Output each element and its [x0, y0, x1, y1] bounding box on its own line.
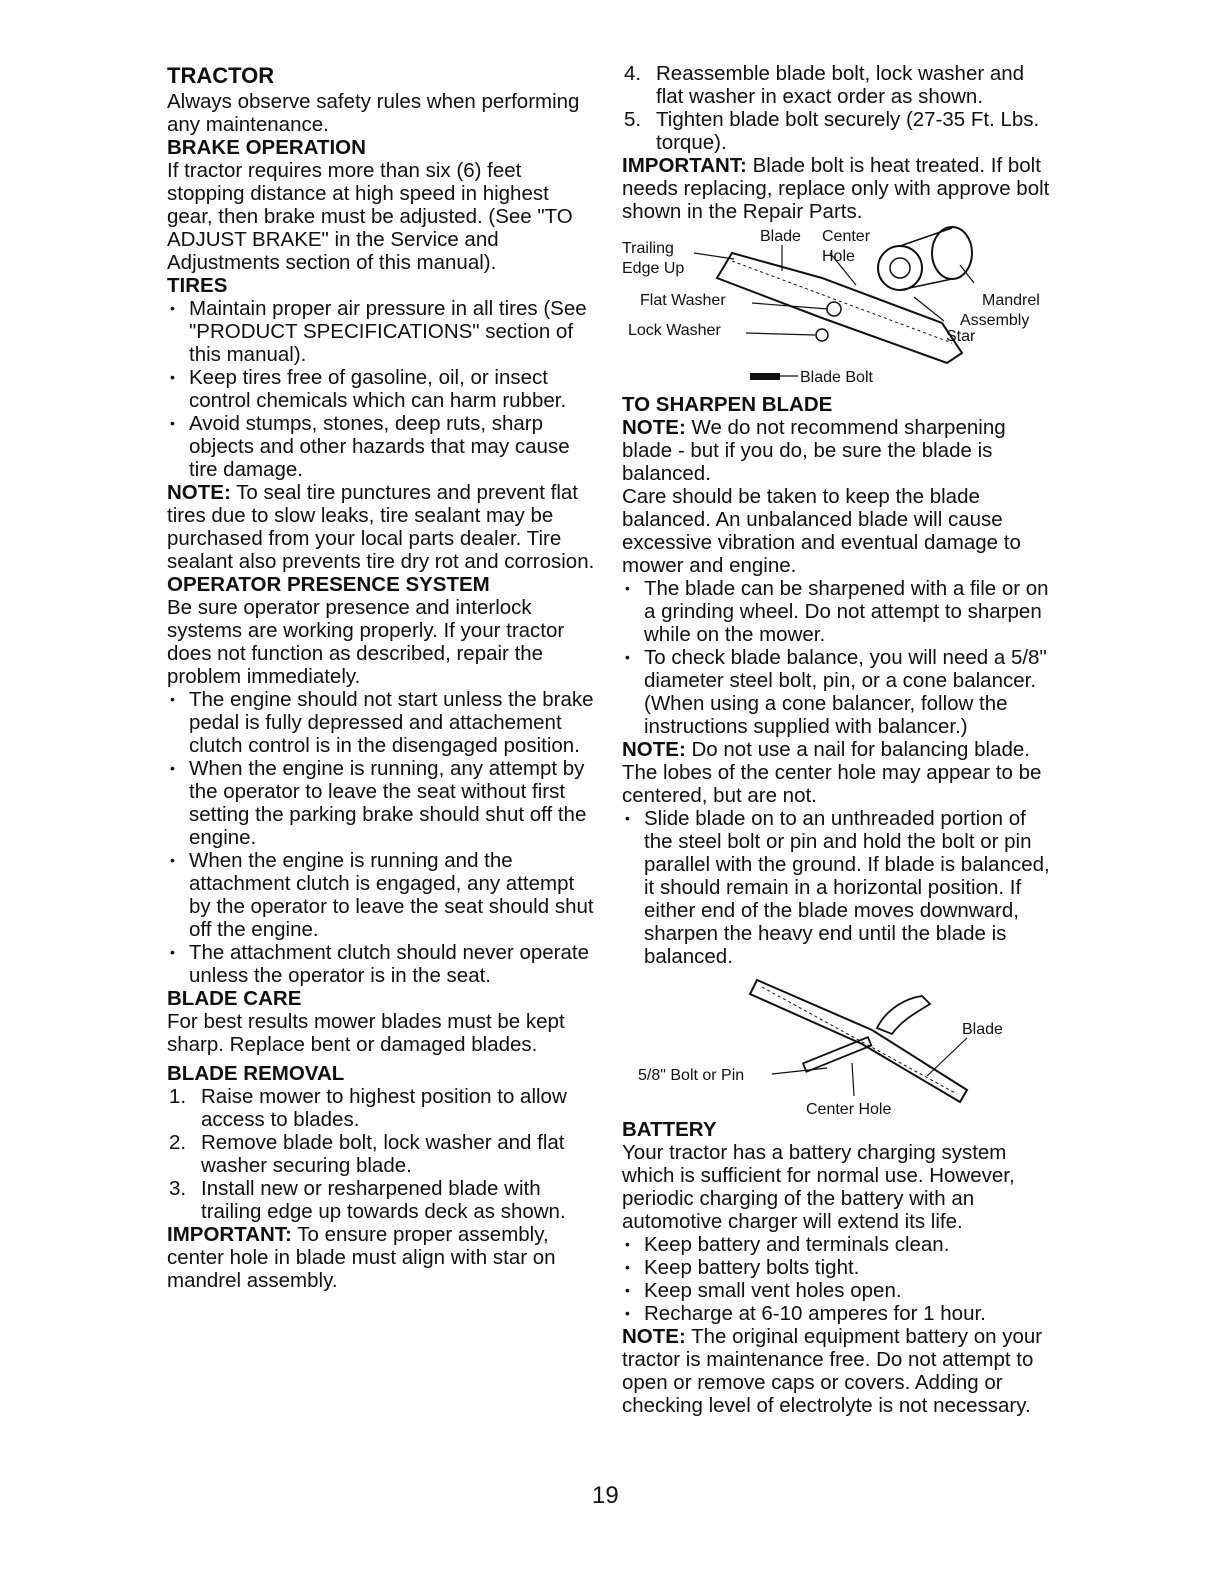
section-title-brake: BRAKE OPERATION: [167, 136, 366, 159]
blade-assembly-figure: [622, 223, 1052, 393]
blade-care-text: For best results mower blades must be kept sharp. Replace bent or damaged blades.: [167, 1010, 565, 1056]
step-item: [622, 108, 1052, 154]
mandrel-edge-top: [900, 228, 952, 246]
leader-blade: [927, 1038, 967, 1076]
label-trailing: Trailing: [622, 240, 674, 257]
hand-shape: [877, 996, 930, 1034]
label-center: Center: [822, 228, 871, 245]
list-item: • When the engine is running, any attempt by the operator to leave the seat without first setting the parking brake should shut off the engine.: [167, 757, 595, 849]
label-flat-washer: Flat Washer: [640, 292, 726, 309]
list-item: • Keep tires free of gasoline, oil, or insect control chemicals which can harm rubber.: [167, 366, 595, 412]
important-label: IMPORTANT:: [622, 154, 747, 177]
left-column: [167, 62, 595, 1292]
leader-center-hole: [852, 1063, 854, 1096]
note-text: To seal tire punctures and prevent flat tires due to slow leaks, tire sealant may be purchased from your local parts dealer. Tire sealant also prevents tire dry rot and corrosion.: [167, 481, 595, 573]
label-blade: Blade: [962, 1021, 1003, 1038]
mandrel-pulley: [878, 246, 922, 290]
step-number: 3.: [169, 1177, 187, 1200]
tires-note: [167, 481, 595, 573]
label-center-hole: Center Hole: [806, 1101, 892, 1118]
leader-flat-washer: [752, 303, 828, 309]
blade-removal-steps: [167, 1085, 595, 1223]
right-column: [622, 62, 1052, 1417]
list-item: • Avoid stumps, stones, deep ruts, sharp objects and other hazards that may cause tire damage.: [167, 412, 595, 481]
leader-trailing: [694, 253, 734, 259]
note-label: NOTE:: [622, 1325, 686, 1348]
label-bolt-pin: 5/8" Bolt or Pin: [638, 1067, 745, 1084]
bolt-pin-shape: [803, 1037, 871, 1072]
ops-text: Be sure operator presence and interlock systems are working properly. If your tractor does not function as described, repair the problem immediately.: [167, 596, 565, 688]
label-blade-bolt: Blade Bolt: [800, 369, 873, 386]
label-assembly: Assembly: [960, 312, 1030, 329]
list-item: • Maintain proper air pressure in all tires (See "PRODUCT SPECIFICATIONS" section of this manual).: [167, 297, 595, 366]
note-label: NOTE:: [622, 738, 686, 761]
list-item: • Keep battery bolts tight.: [622, 1256, 1052, 1279]
step-text: Remove blade bolt, lock washer and flat washer securing blade.: [201, 1131, 565, 1177]
flat-washer-shape: [827, 302, 841, 316]
battery-list: [622, 1233, 1052, 1325]
leader-bolt-pin: [772, 1068, 827, 1074]
mandrel-edge-bottom: [900, 279, 952, 290]
note-label: NOTE:: [622, 416, 686, 439]
important-text: To ensure proper assembly, center hole in blade must align with star on mandrel assembly.: [167, 1223, 556, 1292]
step-number: 1.: [169, 1085, 187, 1108]
list-item: • The attachment clutch should never operate unless the operator is in the seat.: [167, 941, 595, 987]
section-title-tires: TIRES: [167, 274, 228, 297]
sharpen-list: [622, 577, 1052, 738]
note-text: The original equipment battery on your tractor is maintenance free. Do not attempt to open or remove caps or covers. Adding or checking level of electrolyte is not necessary.: [622, 1325, 1043, 1417]
label-lock-washer: Lock Washer: [628, 322, 721, 339]
label-hole: Hole: [822, 248, 855, 265]
note-label: NOTE:: [167, 481, 231, 504]
battery-text: Your tractor has a battery charging system which is sufficient for normal use. However, periodic charging of the battery with an automotive charger will extend its life.: [622, 1141, 1015, 1233]
step-text: Reassemble blade bolt, lock washer and flat washer in exact order as shown.: [656, 62, 1025, 108]
sharpen-note-2: [622, 738, 1052, 807]
brake-text: If tractor requires more than six (6) feet stopping distance at high speed in highest gear, then brake must be adjusted. (See "TO ADJUST BRAKE" in the Service and Adjustments section of this manual).: [167, 159, 573, 274]
label-mandrel: Mandrel: [982, 292, 1040, 309]
tires-list: [167, 297, 595, 481]
blade-balance-figure: [622, 968, 1052, 1118]
list-item: • Keep battery and terminals clean.: [622, 1233, 1052, 1256]
list-item: • Slide blade on to an unthreaded portion of the steel bolt or pin and hold the bolt or pin parallel with the ground. If blade is balanced, it should remain in a horizontal position. If either end of the blade moves downward, sharpen the heavy end until the blade is balanced.: [622, 807, 1052, 968]
label-blade: Blade: [760, 228, 801, 245]
step-item: [167, 1085, 595, 1131]
sharpen-text: Care should be taken to keep the blade balanced. An unbalanced blade will cause excessive vibration and eventual damage to mower and engine.: [622, 485, 1021, 577]
list-item: • The blade can be sharpened with a file or on a grinding wheel. Do not attempt to sharpen while on the mower.: [622, 577, 1052, 646]
battery-note: [622, 1325, 1052, 1417]
mandrel-hub: [890, 258, 910, 278]
note-text: We do not recommend sharpening blade - but if you do, be sure the blade is balanced.: [622, 416, 1006, 485]
blade-centerline: [732, 261, 952, 343]
tractor-intro: Always observe safety rules when performing any maintenance.: [167, 90, 580, 136]
step-number: 5.: [624, 108, 642, 131]
section-title-sharpen: TO SHARPEN BLADE: [622, 393, 833, 416]
step-number: 4.: [624, 62, 642, 85]
label-edge-up: Edge Up: [622, 260, 685, 277]
note-text: Do not use a nail for balancing blade. The lobes of the center hole may appear to be centered, but are not.: [622, 738, 1042, 807]
section-title-blade-removal: BLADE REMOVAL: [167, 1062, 345, 1085]
step-text: Install new or resharpened blade with trailing edge up towards deck as shown.: [201, 1177, 566, 1223]
mandrel-spindle: [932, 227, 972, 279]
list-item: • To check blade balance, you will need a 5/8" diameter steel bolt, pin, or a cone balancer. (When using a cone balancer, follow the instructions supplied with balancer.): [622, 646, 1052, 738]
important-label: IMPORTANT:: [167, 1223, 292, 1246]
list-item: • Keep small vent holes open.: [622, 1279, 1052, 1302]
blade-removal-steps-continued: [622, 62, 1052, 154]
section-title-blade-care: BLADE CARE: [167, 987, 302, 1010]
sharpen-note-1: [622, 416, 1052, 485]
lock-washer-shape: [816, 329, 828, 341]
step-number: 2.: [169, 1131, 187, 1154]
sharpen-list-2: [622, 807, 1052, 968]
page-number: 19: [592, 1482, 619, 1509]
label-star: Star: [946, 328, 976, 345]
blade-removal-important: [167, 1223, 595, 1292]
section-title-operator-presence: OPERATOR PRESENCE SYSTEM: [167, 573, 490, 596]
list-item: • Recharge at 6-10 amperes for 1 hour.: [622, 1302, 1052, 1325]
step-item: [622, 62, 1052, 108]
step-text: Tighten blade bolt securely (27-35 Ft. Lbs. torque).: [656, 108, 1040, 154]
list-item: • The engine should not start unless the brake pedal is fully depressed and attachement clutch control is in the disengaged position.: [167, 688, 595, 757]
blade-shape: [717, 253, 962, 363]
list-item: • When the engine is running and the attachment clutch is engaged, any attempt by the operator to leave the seat should shut off the engine.: [167, 849, 595, 941]
ops-list: [167, 688, 595, 987]
step-item: [167, 1131, 595, 1177]
blade-bolt-shape: [750, 373, 780, 380]
bolt-important: [622, 154, 1052, 223]
step-item: [167, 1177, 595, 1223]
leader-lock-washer: [746, 333, 815, 335]
leader-mandrel: [960, 265, 974, 283]
important-text: Blade bolt is heat treated. If bolt needs replacing, replace only with approve bolt shown in the Repair Parts.: [622, 154, 1050, 223]
step-text: Raise mower to highest position to allow access to blades.: [201, 1085, 567, 1131]
section-title-tractor: TRACTOR: [167, 63, 275, 88]
section-title-battery: BATTERY: [622, 1118, 717, 1141]
